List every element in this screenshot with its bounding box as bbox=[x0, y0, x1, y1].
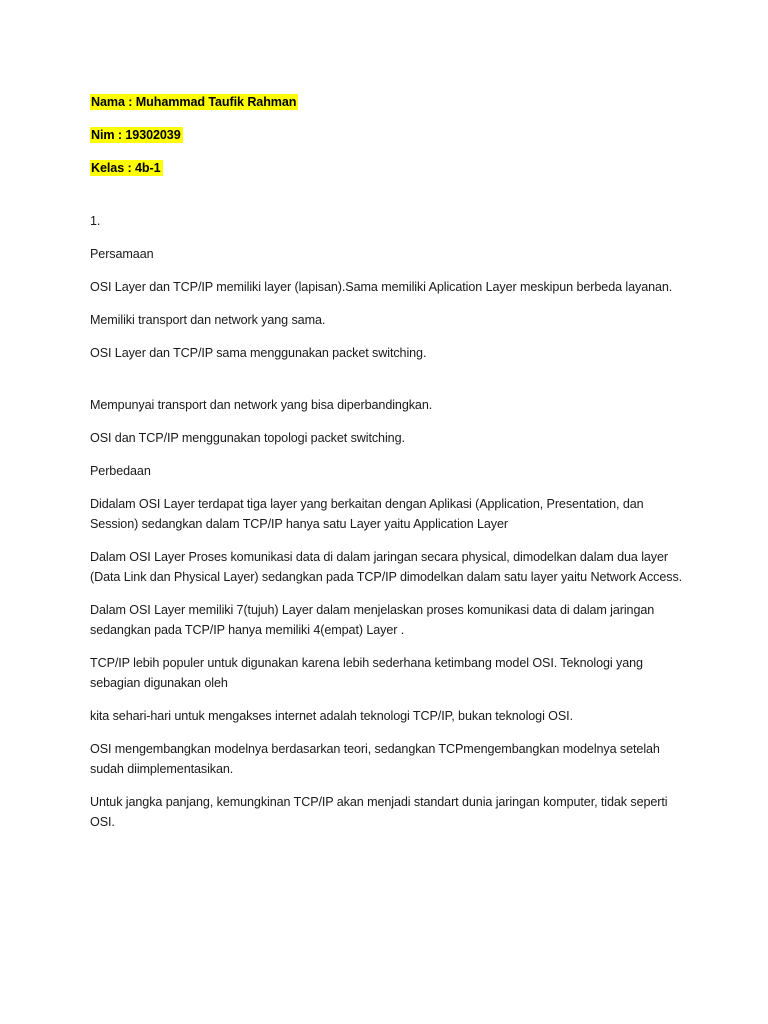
persamaan-item: OSI Layer dan TCP/IP memiliki layer (lapisan).Sama memiliki Aplication Layer meskipun berbeda layanan. bbox=[90, 280, 673, 294]
perbedaan-item: kita sehari-hari untuk mengakses internet adalah teknologi TCP/IP, bukan teknologi OSI. bbox=[90, 709, 573, 723]
document-content bbox=[90, 92, 690, 845]
persamaan-heading: Persamaan bbox=[90, 247, 154, 261]
student-class: Kelas : 4b-1 bbox=[91, 161, 161, 175]
persamaan-item: Memiliki transport dan network yang sama. bbox=[90, 313, 326, 327]
perbedaan-item: Untuk jangka panjang, kemungkinan TCP/IP akan menjadi standart dunia jaringan komputer, tidak seperti OSI. bbox=[90, 795, 668, 829]
spacer bbox=[90, 376, 690, 395]
student-name: Nama : Muhammad Taufik Rahman bbox=[91, 95, 297, 109]
perbedaan-item: Didalam OSI Layer terdapat tiga layer yang berkaitan dengan Aplikasi (Application, Presentation, dan Session) sedangkan dalam TCP/IP hanya satu Layer yaitu Application Layer bbox=[90, 497, 644, 531]
student-class-line bbox=[90, 158, 690, 178]
student-nim-line bbox=[90, 125, 690, 145]
perbedaan-item: Dalam OSI Layer memiliki 7(tujuh) Layer dalam menjelaskan proses komunikasi data di dalam jaringan sedangkan pada TCP/IP hanya memiliki 4(empat) Layer . bbox=[90, 603, 655, 637]
persamaan-item: OSI dan TCP/IP menggunakan topologi packet switching. bbox=[90, 431, 405, 445]
question-number: 1. bbox=[90, 214, 101, 228]
persamaan-item: OSI Layer dan TCP/IP sama menggunakan packet switching. bbox=[90, 346, 427, 360]
perbedaan-item: TCP/IP lebih populer untuk digunakan karena lebih sederhana ketimbang model OSI. Teknologi yang sebagian digunakan oleh bbox=[90, 656, 643, 690]
student-name-line bbox=[90, 92, 690, 112]
spacer bbox=[90, 191, 690, 211]
perbedaan-heading: Perbedaan bbox=[90, 464, 151, 478]
persamaan-item: Mempunyai transport dan network yang bisa diperbandingkan. bbox=[90, 398, 433, 412]
perbedaan-item: Dalam OSI Layer Proses komunikasi data di dalam jaringan secara physical, dimodelkan dalam dua layer (Data Link dan Physical Layer) sedangkan pada TCP/IP dimodelkan dalam satu layer yaitu Network Access. bbox=[90, 550, 683, 584]
student-nim: Nim : 19302039 bbox=[91, 128, 181, 142]
perbedaan-item: OSI mengembangkan modelnya berdasarkan teori, sedangkan TCPmengembangkan modelnya setelah sudah diimplementasikan. bbox=[90, 742, 660, 776]
